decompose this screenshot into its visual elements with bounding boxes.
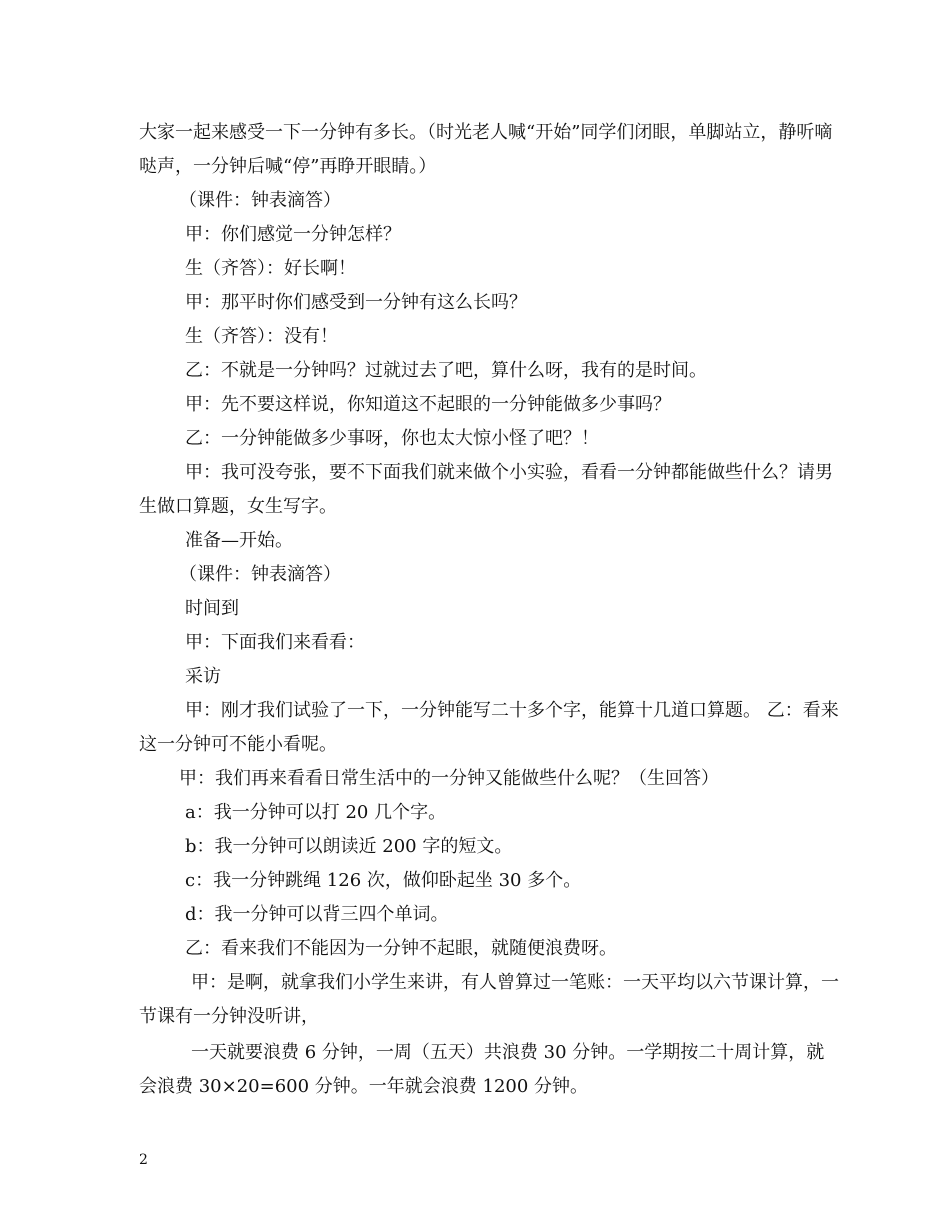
paragraph-answer-a: a：我一分钟可以打 20 几个字。 — [185, 802, 447, 823]
paragraph-dialogue: 准备—开始。 — [185, 530, 293, 551]
paragraph-dialogue: 生（齐答）：没有！ — [185, 326, 338, 347]
paragraph-dialogue: 采访 — [185, 666, 221, 687]
paragraph-dialogue: 甲：我可没夸张，要不下面我们就来做个小实验，看看一分钟都能做些什么？请男生做口算题，女生写字。 — [139, 462, 833, 517]
paragraph-dialogue: 甲：你们感觉一分钟怎样？ — [185, 224, 401, 245]
paragraph-dialogue: 甲：刚才我们试验了一下，一分钟能写二十多个字，能算十几道口算题。 乙：看来这一分钟可不能小看呢。 — [139, 700, 839, 755]
paragraph-dialogue: 甲：我们再来看看日常生活中的一分钟又能做些什么呢？（生回答） — [179, 768, 719, 789]
paragraph-dialogue: 甲：那平时你们感受到一分钟有这么长吗？ — [185, 292, 527, 313]
paragraph-intro: 大家一起来感受一下一分钟有多长。（时光老人喊“开始”同学们闭眼，单脚站立，静听嘀哒声，一分钟后喊“停”再睁开眼睛。） — [139, 122, 833, 177]
document-body — [139, 116, 839, 1104]
paragraph-courseware-2: （课件：钟表滴答） — [179, 564, 341, 585]
paragraph-courseware-1: （课件：钟表滴答） — [179, 190, 341, 211]
paragraph-dialogue: 甲：下面我们来看看： — [185, 632, 365, 653]
paragraph-dialogue: 甲：先不要这样说，你知道这不起眼的一分钟能做多少事吗？ — [185, 394, 671, 415]
paragraph-dialogue: 生（齐答）：好长啊！ — [185, 258, 356, 279]
paragraph-dialogue: 时间到 — [185, 598, 239, 619]
paragraph-dialogue: 乙：不就是一分钟吗？过就过去了吧，算什么呀，我有的是时间。 — [185, 360, 707, 381]
paragraph-answer-c: c：我一分钟跳绳 126 次，做仰卧起坐 30 多个。 — [185, 870, 582, 891]
paragraph-calculation: 一天就要浪费 6 分钟，一周（五天）共浪费 30 分钟。一学期按二十周计算，就会浪费 30×20=600 分钟。一年就会浪费 1200 分钟。 — [139, 1042, 825, 1097]
paragraph-dialogue: 乙：一分钟能做多少事呀，你也太大惊小怪了吧？！ — [185, 428, 599, 449]
page-number: 2 — [139, 1152, 148, 1168]
paragraph-answer-d: d：我一分钟可以背三四个单词。 — [185, 904, 449, 925]
paragraph-answer-b: b：我一分钟可以朗读近 200 字的短文。 — [185, 836, 513, 857]
paragraph-dialogue: 甲：是啊，就拿我们小学生来讲，有人曾算过一笔账：一天平均以六节课计算，一节课有一分钟没听讲， — [139, 972, 839, 1027]
paragraph-dialogue: 乙：看来我们不能因为一分钟不起眼，就随便浪费呀。 — [185, 938, 617, 959]
